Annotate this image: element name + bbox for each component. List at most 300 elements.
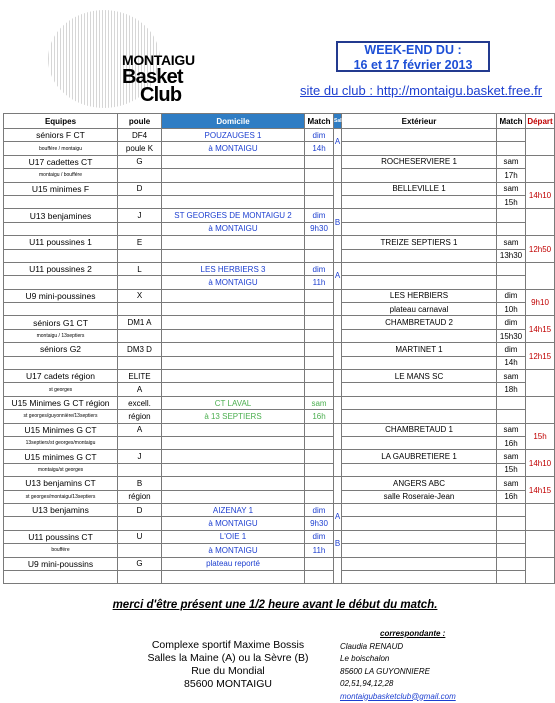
away-day: dim	[497, 316, 526, 329]
home-venue: à 13 SEPTIERS	[162, 410, 305, 423]
team-sub	[4, 249, 118, 262]
departure-time: 14h10	[526, 450, 555, 477]
team-sub	[4, 570, 118, 583]
team-sub: bouffére / montaigu	[4, 142, 118, 155]
table-row	[4, 356, 555, 369]
away-venue: plateau carnaval	[342, 303, 497, 316]
poule-cell	[118, 544, 162, 557]
home-day	[305, 557, 334, 570]
correspondent-email[interactable]: montaigubasketclub@gmail.com	[340, 691, 456, 703]
away-venue	[342, 544, 497, 557]
home-opponent: ST GEORGES DE MONTAIGU 2	[162, 209, 305, 222]
table-row	[4, 503, 555, 516]
schedule-table	[3, 113, 555, 584]
home-time	[305, 195, 334, 208]
away-day: dim	[497, 289, 526, 302]
poule-cell	[118, 570, 162, 583]
away-venue	[342, 517, 497, 530]
poule-cell: J	[118, 209, 162, 222]
poule-cell: D	[118, 503, 162, 516]
away-opponent: ANGERS ABC	[342, 477, 497, 490]
away-opponent: TREIZE SEPTIERS 1	[342, 236, 497, 249]
salle-cell	[334, 236, 342, 263]
salle-cell	[334, 396, 342, 423]
away-time: 13h30	[497, 249, 526, 262]
away-time	[497, 517, 526, 530]
away-opponent: CHAMBRETAUD 1	[342, 423, 497, 436]
team-name: U9 mini-poussines	[4, 289, 118, 302]
home-day: sam	[305, 396, 334, 409]
team-name: séniors F CT	[4, 129, 118, 142]
poule-cell: A	[118, 423, 162, 436]
home-venue	[162, 329, 305, 342]
away-opponent: BELLEVILLE 1	[342, 182, 497, 195]
home-opponent	[162, 477, 305, 490]
poule-cell: poule K	[118, 142, 162, 155]
home-opponent	[162, 343, 305, 356]
team-name: U13 benjamins	[4, 503, 118, 516]
away-day: sam	[497, 182, 526, 195]
correspondent-line: 02,51,94,12,28	[340, 678, 456, 691]
away-venue	[342, 169, 497, 182]
header-equipes: Equipes	[4, 114, 118, 129]
table-row	[4, 570, 555, 583]
home-day	[305, 477, 334, 490]
team-name: U13 benjamins CT	[4, 477, 118, 490]
salle-cell: B	[334, 530, 342, 557]
home-opponent	[162, 182, 305, 195]
team-sub	[4, 517, 118, 530]
poule-cell: B	[118, 477, 162, 490]
departure-time	[526, 370, 555, 397]
departure-time	[526, 530, 555, 557]
table-row	[4, 517, 555, 530]
salle-cell	[334, 477, 342, 504]
header-salle: Salle	[334, 114, 342, 129]
table-row	[4, 436, 555, 449]
away-venue	[342, 356, 497, 369]
home-venue	[162, 570, 305, 583]
away-venue	[342, 463, 497, 476]
home-opponent: CT LAVAL	[162, 396, 305, 409]
home-venue	[162, 436, 305, 449]
table-row	[4, 544, 555, 557]
poule-cell: L	[118, 262, 162, 275]
home-day	[305, 182, 334, 195]
table-row	[4, 236, 555, 249]
poule-cell: X	[118, 289, 162, 302]
poule-cell	[118, 222, 162, 235]
home-day	[305, 236, 334, 249]
away-day: dim	[497, 343, 526, 356]
team-name: U15 minimes G CT	[4, 450, 118, 463]
departure-time: 12h15	[526, 343, 555, 370]
away-opponent: LA GAUBRETIERE 1	[342, 450, 497, 463]
logo-line1: MONTAIGU	[122, 52, 195, 68]
away-venue: salle Roseraie-Jean	[342, 490, 497, 503]
away-venue	[342, 195, 497, 208]
table-row	[4, 450, 555, 463]
table-row	[4, 289, 555, 302]
home-venue	[162, 249, 305, 262]
salle-cell	[334, 370, 342, 397]
away-day: sam	[497, 477, 526, 490]
correspondent-line: Claudia RENAUD	[340, 641, 456, 654]
home-day	[305, 370, 334, 383]
home-venue: à MONTAIGU	[162, 517, 305, 530]
poule-cell	[118, 169, 162, 182]
poule-cell: E	[118, 236, 162, 249]
away-day: sam	[497, 370, 526, 383]
poule-cell: D	[118, 182, 162, 195]
home-day: dim	[305, 262, 334, 275]
table-row	[4, 329, 555, 342]
poule-cell: région	[118, 490, 162, 503]
away-opponent: LES HERBIERS	[342, 289, 497, 302]
departure-time	[526, 155, 555, 182]
team-sub	[4, 356, 118, 369]
salle-cell	[334, 182, 342, 209]
home-opponent	[162, 423, 305, 436]
home-venue: à MONTAIGU	[162, 276, 305, 289]
home-time: 9h30	[305, 222, 334, 235]
table-row	[4, 262, 555, 275]
club-site-link[interactable]: site du club : http://montaigu.basket.free.fr	[300, 83, 542, 98]
table-row	[4, 477, 555, 490]
team-name: U13 benjamines	[4, 209, 118, 222]
presence-note: merci d'être présent une 1/2 heure avant le début du match.	[0, 599, 550, 611]
home-day	[305, 423, 334, 436]
table-row	[4, 530, 555, 543]
departure-time	[526, 209, 555, 236]
away-time: 18h	[497, 383, 526, 396]
home-venue	[162, 169, 305, 182]
correspondent-line: 85600 LA GUYONNIERE	[340, 666, 456, 679]
address-line: Rue du Mondial	[138, 665, 318, 678]
home-opponent	[162, 370, 305, 383]
away-venue	[342, 142, 497, 155]
away-day	[497, 262, 526, 275]
table-row	[4, 370, 555, 383]
away-time: 15h30	[497, 329, 526, 342]
weekend-line2: 16 et 17 février 2013	[338, 58, 488, 73]
table-row	[4, 463, 555, 476]
correspondent-block	[340, 628, 456, 703]
away-opponent: CHAMBRETAUD 2	[342, 316, 497, 329]
salle-cell	[334, 343, 342, 370]
away-opponent: LE MANS SC	[342, 370, 497, 383]
home-opponent: POUZAUGES 1	[162, 129, 305, 142]
home-venue: à MONTAIGU	[162, 544, 305, 557]
team-name: séniors G2	[4, 343, 118, 356]
home-day: dim	[305, 209, 334, 222]
poule-cell: excell.	[118, 396, 162, 409]
away-time: 17h	[497, 169, 526, 182]
table-row	[4, 410, 555, 423]
away-day: sam	[497, 450, 526, 463]
home-opponent	[162, 316, 305, 329]
poule-cell	[118, 303, 162, 316]
away-venue	[342, 276, 497, 289]
home-venue	[162, 383, 305, 396]
home-time: 11h	[305, 276, 334, 289]
home-opponent	[162, 236, 305, 249]
away-opponent	[342, 503, 497, 516]
poule-cell	[118, 329, 162, 342]
home-venue: à MONTAIGU	[162, 142, 305, 155]
logo-line2: Basket	[122, 66, 183, 89]
club-logo	[40, 6, 205, 108]
departure-time	[526, 503, 555, 530]
away-time: 15h	[497, 463, 526, 476]
team-sub: bouffére	[4, 544, 118, 557]
team-sub: st georges/guyonnière/13septiers	[4, 410, 118, 423]
table-row	[4, 249, 555, 262]
team-sub: montaigu/st georges	[4, 463, 118, 476]
departure-time: 9h10	[526, 289, 555, 316]
away-day: sam	[497, 423, 526, 436]
home-time: 9h30	[305, 517, 334, 530]
home-day: dim	[305, 129, 334, 142]
away-venue	[342, 383, 497, 396]
header-match: Match	[305, 114, 334, 129]
away-time: 10h	[497, 303, 526, 316]
table-row	[4, 182, 555, 195]
salle-cell	[334, 557, 342, 584]
poule-cell: G	[118, 155, 162, 168]
home-day: dim	[305, 530, 334, 543]
team-name: U9 mini-poussins	[4, 557, 118, 570]
home-opponent: L'OIE 1	[162, 530, 305, 543]
logo-line3: Club	[140, 84, 181, 107]
salle-cell	[334, 289, 342, 316]
table-row	[4, 209, 555, 222]
away-venue	[342, 249, 497, 262]
poule-cell	[118, 517, 162, 530]
poule-cell: G	[118, 557, 162, 570]
team-name: U15 minimes F	[4, 182, 118, 195]
table-row	[4, 195, 555, 208]
salle-cell	[334, 155, 342, 182]
table-row	[4, 557, 555, 570]
table-row	[4, 396, 555, 409]
salle-cell: A	[334, 503, 342, 530]
team-sub: st georges	[4, 383, 118, 396]
away-opponent	[342, 557, 497, 570]
away-opponent	[342, 129, 497, 142]
home-opponent: LES HERBIERS 3	[162, 262, 305, 275]
poule-cell	[118, 195, 162, 208]
away-opponent	[342, 262, 497, 275]
away-time: 16h	[497, 490, 526, 503]
away-time	[497, 570, 526, 583]
away-day	[497, 129, 526, 142]
table-row	[4, 383, 555, 396]
header-exterieur: Extérieur	[342, 114, 497, 129]
table-row	[4, 490, 555, 503]
home-venue: à MONTAIGU	[162, 222, 305, 235]
departure-time	[526, 129, 555, 156]
team-name: U15 Minimes G CT région	[4, 396, 118, 409]
team-sub	[4, 195, 118, 208]
team-name: U15 Minimes G CT	[4, 423, 118, 436]
team-sub: 13septiers/st georges/montaigu	[4, 436, 118, 449]
team-sub: st georges/montaigu/13septiers	[4, 490, 118, 503]
header-domicile: Domicile	[162, 114, 305, 129]
home-opponent: AIZENAY 1	[162, 503, 305, 516]
table-row	[4, 222, 555, 235]
home-day	[305, 155, 334, 168]
header-match-ext: Match	[497, 114, 526, 129]
home-venue	[162, 356, 305, 369]
away-time	[497, 544, 526, 557]
away-opponent	[342, 396, 497, 409]
poule-cell	[118, 249, 162, 262]
away-venue	[342, 222, 497, 235]
poule-cell	[118, 276, 162, 289]
address-line: 85600 MONTAIGU	[138, 678, 318, 691]
poule-cell: DF4	[118, 129, 162, 142]
table-row	[4, 316, 555, 329]
poule-cell: A	[118, 383, 162, 396]
home-time	[305, 329, 334, 342]
address-line: Salles la Maine (A) ou la Sèvre (B)	[138, 652, 318, 665]
team-name: U11 poussins CT	[4, 530, 118, 543]
poule-cell: J	[118, 450, 162, 463]
correspondent-title: correspondante :	[380, 628, 456, 641]
salle-cell: B	[334, 209, 342, 236]
address-block	[138, 639, 318, 691]
departure-time: 14h10	[526, 182, 555, 209]
home-venue	[162, 490, 305, 503]
home-time: 14h	[305, 142, 334, 155]
away-day	[497, 209, 526, 222]
table-row	[4, 169, 555, 182]
poule-cell: U	[118, 530, 162, 543]
home-time	[305, 356, 334, 369]
team-sub	[4, 276, 118, 289]
away-venue	[342, 570, 497, 583]
header-depart: Départ	[526, 114, 555, 129]
away-venue	[342, 410, 497, 423]
away-opponent	[342, 530, 497, 543]
team-sub	[4, 222, 118, 235]
correspondent-line: Le boischalon	[340, 653, 456, 666]
table-row	[4, 303, 555, 316]
away-time: 14h	[497, 356, 526, 369]
away-opponent: MARTINET 1	[342, 343, 497, 356]
table-row	[4, 155, 555, 168]
home-day	[305, 343, 334, 356]
salle-cell: A	[334, 129, 342, 156]
table-row	[4, 343, 555, 356]
departure-time: 15h	[526, 423, 555, 450]
away-time: 16h	[497, 436, 526, 449]
away-time	[497, 410, 526, 423]
poule-cell: DM1 A	[118, 316, 162, 329]
home-day	[305, 450, 334, 463]
departure-time: 12h50	[526, 236, 555, 263]
salle-cell	[334, 423, 342, 450]
table-row	[4, 276, 555, 289]
table-row	[4, 142, 555, 155]
home-day: dim	[305, 503, 334, 516]
away-opponent	[342, 209, 497, 222]
home-time	[305, 490, 334, 503]
salle-cell	[334, 450, 342, 477]
weekend-line1: WEEK-END DU :	[338, 43, 488, 58]
header-row	[4, 114, 555, 129]
away-day: sam	[497, 236, 526, 249]
team-sub	[4, 303, 118, 316]
away-time	[497, 222, 526, 235]
away-day	[497, 557, 526, 570]
team-name: U11 poussines 1	[4, 236, 118, 249]
poule-cell: région	[118, 410, 162, 423]
team-sub: montaigu / 13septiers	[4, 329, 118, 342]
home-time: 11h	[305, 544, 334, 557]
salle-cell	[334, 316, 342, 343]
home-time	[305, 436, 334, 449]
away-day	[497, 396, 526, 409]
away-venue	[342, 329, 497, 342]
table-row	[4, 423, 555, 436]
home-day	[305, 316, 334, 329]
team-name: U17 cadets région	[4, 370, 118, 383]
away-day	[497, 530, 526, 543]
home-time: 16h	[305, 410, 334, 423]
home-opponent	[162, 450, 305, 463]
home-opponent: plateau reporté	[162, 557, 305, 570]
departure-time	[526, 557, 555, 584]
home-time	[305, 303, 334, 316]
address-line: Complexe sportif Maxime Bossis	[138, 639, 318, 652]
departure-time	[526, 396, 555, 423]
poule-cell	[118, 463, 162, 476]
home-time	[305, 383, 334, 396]
home-time	[305, 463, 334, 476]
home-venue	[162, 463, 305, 476]
away-day	[497, 503, 526, 516]
home-time	[305, 169, 334, 182]
salle-cell: A	[334, 262, 342, 289]
departure-time: 14h15	[526, 316, 555, 343]
home-day	[305, 289, 334, 302]
poule-cell	[118, 436, 162, 449]
home-venue	[162, 195, 305, 208]
team-name: U11 poussines 2	[4, 262, 118, 275]
weekend-box	[336, 41, 490, 72]
departure-time	[526, 262, 555, 289]
team-name: U17 cadettes CT	[4, 155, 118, 168]
table-row	[4, 129, 555, 142]
away-time: 15h	[497, 195, 526, 208]
departure-time: 14h15	[526, 477, 555, 504]
away-time	[497, 276, 526, 289]
home-time	[305, 570, 334, 583]
away-time	[497, 142, 526, 155]
team-name: séniors G1 CT	[4, 316, 118, 329]
away-day: sam	[497, 155, 526, 168]
team-sub: montaigu / bouffére	[4, 169, 118, 182]
home-venue	[162, 303, 305, 316]
poule-cell: DM3 D	[118, 343, 162, 356]
header-poule: poule	[118, 114, 162, 129]
away-opponent: ROCHESERVIERE 1	[342, 155, 497, 168]
poule-cell	[118, 356, 162, 369]
home-opponent	[162, 289, 305, 302]
poule-cell: ELITE	[118, 370, 162, 383]
